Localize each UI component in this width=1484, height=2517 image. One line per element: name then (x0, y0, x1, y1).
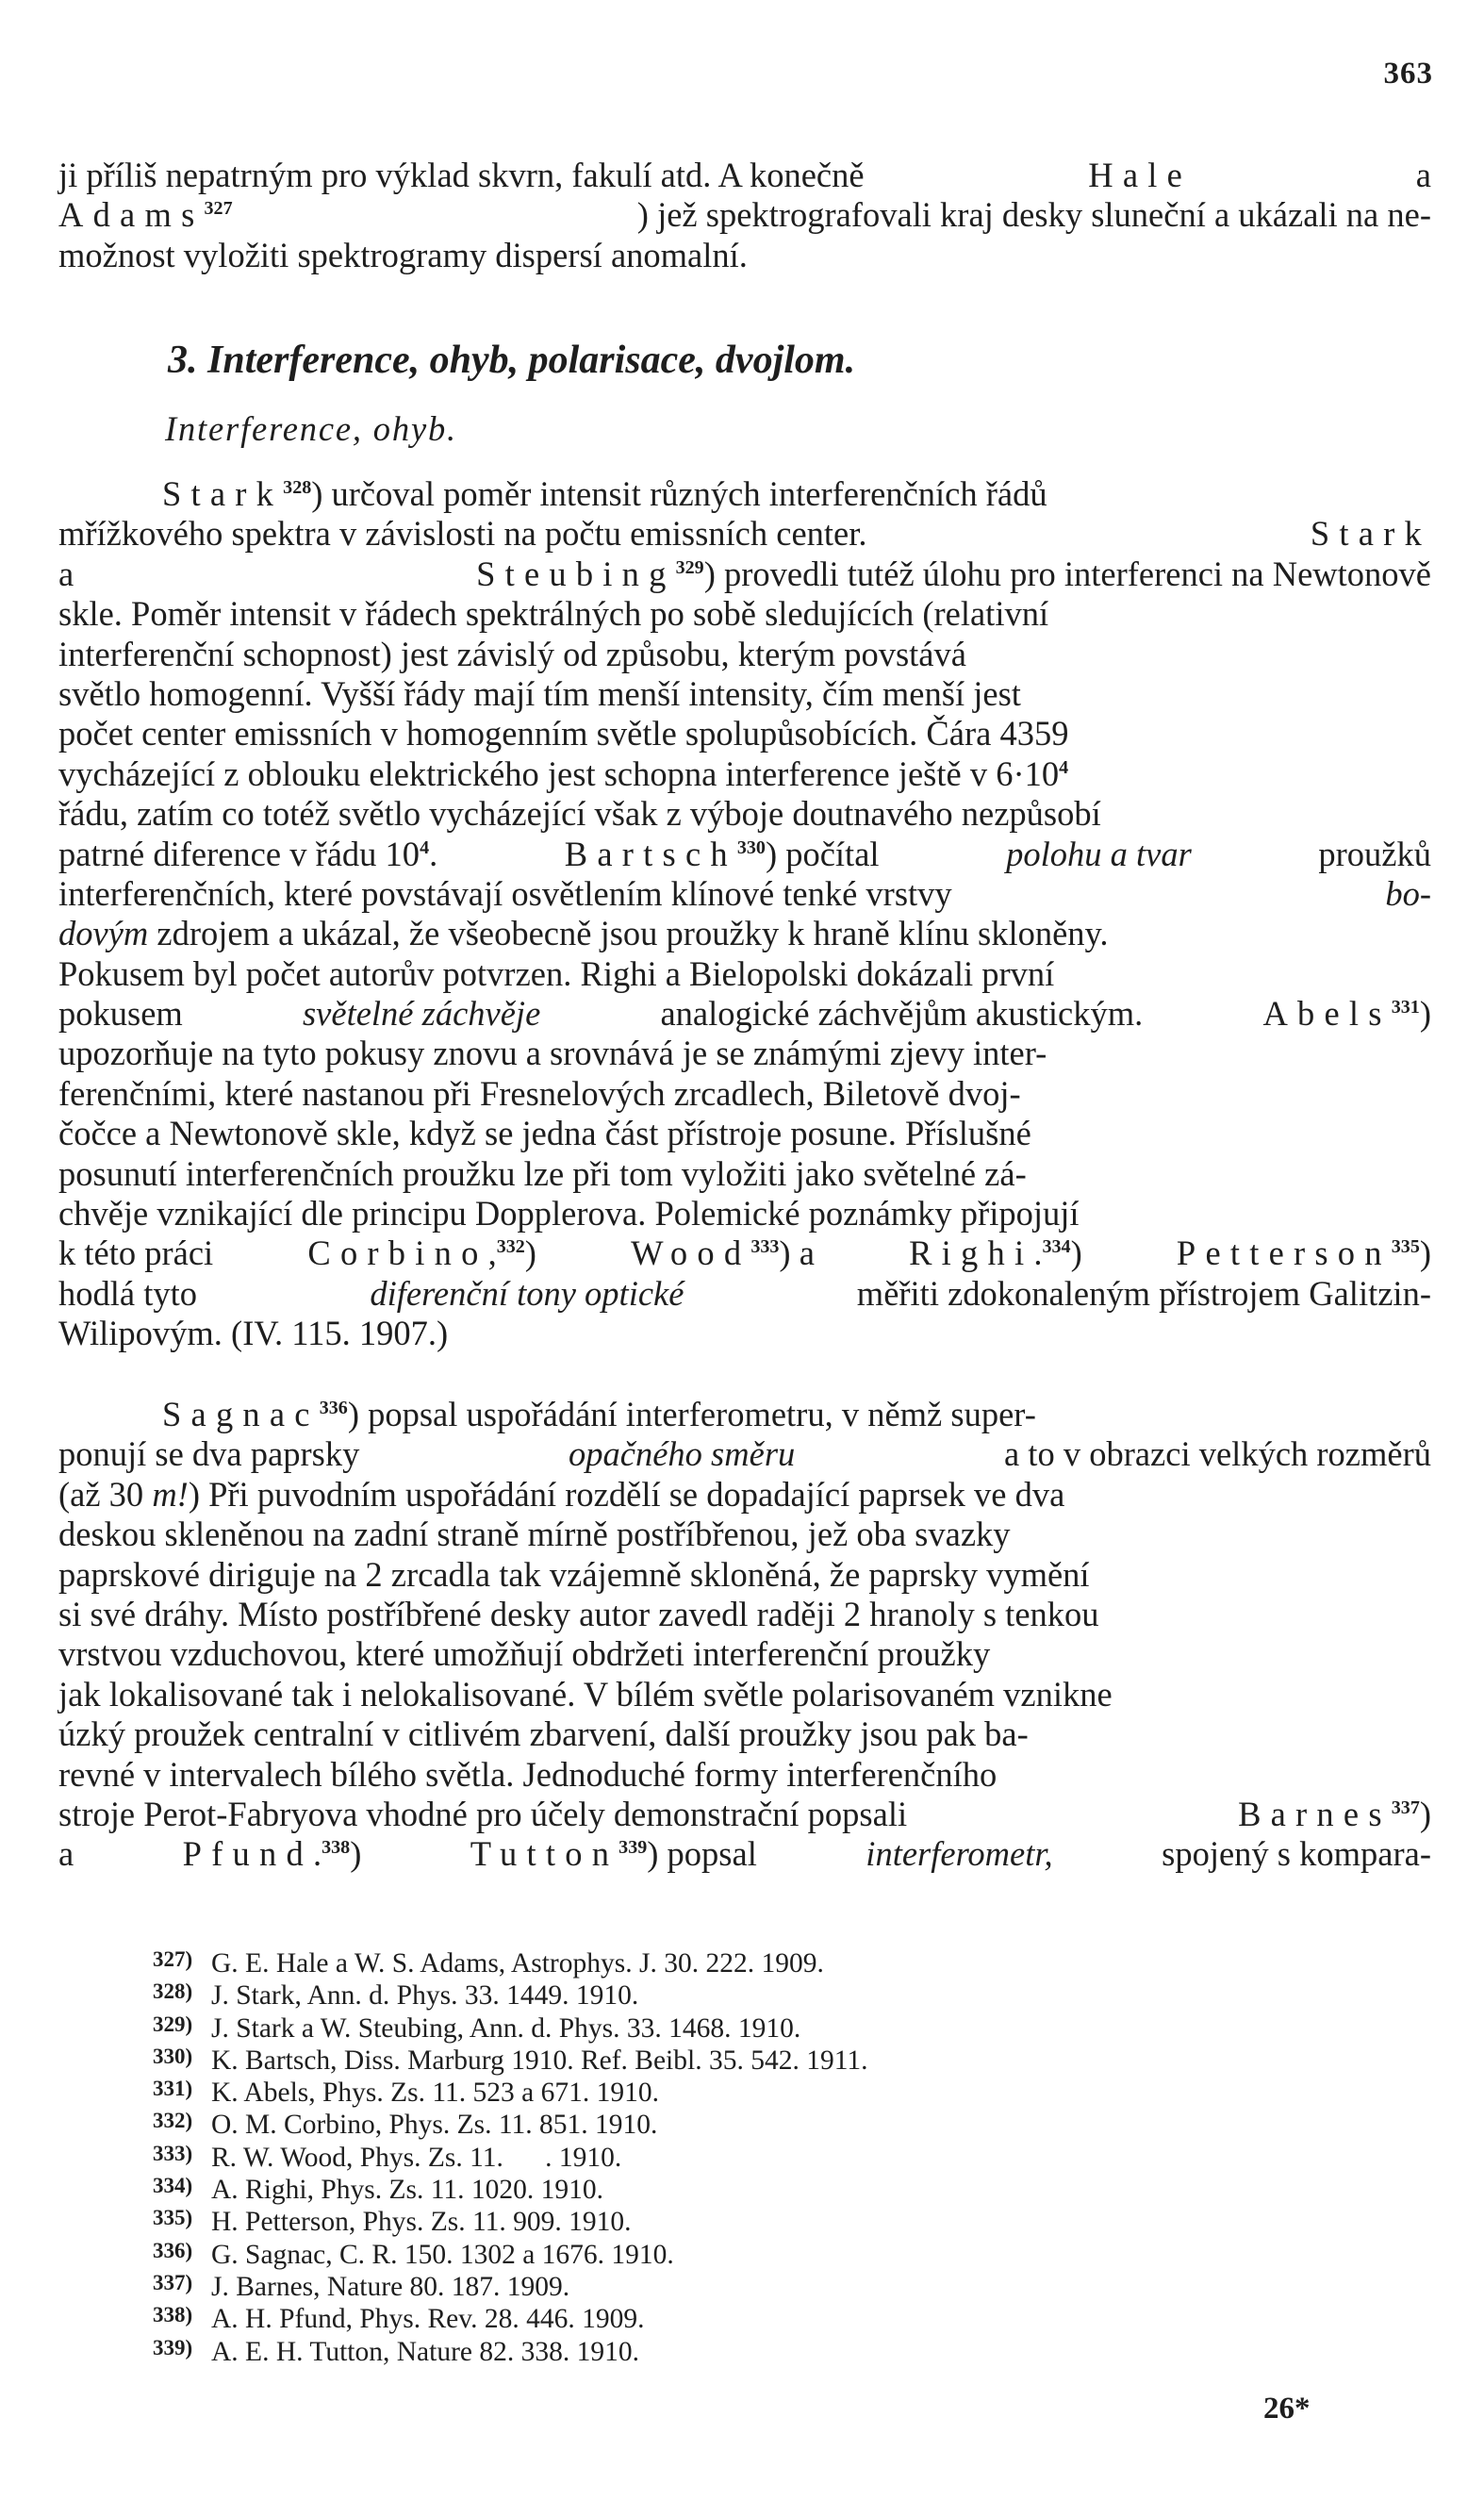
text-line: vycházející z oblouku elektrického jest schopna interference ještě v $6\cdot 10^4$ (58, 753, 1069, 793)
text-line: možnost vyložiti spektrogramy dispersí anomalní. (58, 235, 748, 274)
text-line: vrstvou vzduchovou, které umožňují obdržeti interferenční proužky (58, 1634, 991, 1674)
text-line: jak lokalisované tak i nelokalisované. V bílém světle polarisovaném vznikne (58, 1674, 1113, 1714)
footnote: 336) G. Sagnac, C. R. 150. 1302 a 1676. 1910. (153, 2237, 674, 2270)
footnote: 338) A. H. Pfund, Phys. Rev. 28. 446. 1909. (153, 2302, 645, 2335)
section-heading: 3. Interference, ohyb, polarisace, dvojlom. (168, 339, 856, 382)
text-line: patrné diference v řádu $10^4$. Bartsch$^{330}$) počítal polohu a tvar proužků (58, 834, 1431, 873)
text-line: upozorňuje na tyto pokusy znovu a srovnává je se známými zjevy inter- (58, 1034, 1047, 1073)
footnote: 330) K. Bartsch, Diss. Marburg 1910. Ref. Beibl. 35. 542. 1911. (153, 2043, 868, 2076)
text-line: skle. Poměr intensit v řádech spektrálných po sobě sledujících (relativní (58, 594, 1049, 634)
text-line: Wilipovým. (IV. 115. 1907.) (58, 1314, 449, 1353)
footnote: 334) A. Righi, Phys. Zs. 11. 1020. 1910. (153, 2173, 604, 2206)
footnote: 327) G. E. Hale a W. S. Adams, Astrophys. J. 30. 222. 1909. (153, 1946, 824, 1979)
footnote: 333) R. W. Wood, Phys. Zs. 11. . 1910. (153, 2140, 622, 2173)
text-line: interferenční schopnost) jest závislý od způsobu, kterým povstává (58, 634, 966, 673)
text-line: Sagnac$^{336}$) popsal uspořádání interferometru, v němž super- (162, 1395, 1036, 1433)
text-line: Stark$^{328}$) určoval poměr intensit různých interferenčních řádů (162, 474, 1047, 513)
text-line: si své dráhy. Místo postříbřené desky autor zavedl raději 2 hranoly s tenkou (58, 1594, 1099, 1633)
signature-mark: 26* (1263, 2392, 1311, 2426)
text-line: revné v intervalech bílého světla. Jednoduché formy interferenčního (58, 1754, 998, 1794)
text-line: čočce a Newtonově skle, když se jedna část přístroje posune. Příslušné (58, 1114, 1031, 1153)
text-line: paprskové diriguje na 2 zrcadla tak vzájemně skloněná, že paprsky vymění (58, 1554, 1090, 1594)
text-line: mřížkového spektra v závislosti na počtu emissních center. Stark (58, 514, 1431, 554)
sagnac-paragraph (58, 1395, 1431, 1875)
text-line: ji příliš nepatrným pro výklad skvrn, fakulí atd. A konečně Hale a (58, 156, 1431, 194)
text-line: počet center emissních v homogenním světle spolupůsobících. Čára 4359 (58, 714, 1069, 753)
text-line: ferenčními, které nastanou při Fresnelových zrcadlech, Biletově dvoj- (58, 1073, 1021, 1113)
text-line: Adams$^{327}$ ) jež spektrografovali kraj desky sluneční a ukázali na ne- (58, 195, 1431, 235)
text-line: pokusem světelné záchvěje analogické záchvějům akustickým. Abels$^{331}$) (58, 994, 1431, 1034)
text-line: Pokusem byl počet autorův potvrzen. Righi a Bielopolski dokázali první (58, 953, 1055, 993)
text-line: stroje Perot-Fabryova vhodné pro účely demonstrační popsali Barnes$^{337}$) (58, 1794, 1431, 1833)
text-line: deskou skleněnou na zadní straně mírně postříbřenou, jež oba svazky (58, 1515, 1011, 1554)
text-line: posunutí interferenčních proužku lze při tom vyložiti jako světelné zá- (58, 1153, 1027, 1193)
footnote: 339) A. E. H. Tutton, Nature 82. 338. 1910. (153, 2334, 639, 2367)
text-line: (až 30 m!) Při puvodním uspořádání rozdělí se dopadající paprsek ve dva (58, 1474, 1065, 1514)
text-line: k této práci Corbino,$^{332}$) Wood$^{333}$) a Righi.$^{334}$) Petterson$^{335}$) (58, 1234, 1431, 1273)
footnotes (153, 1943, 1322, 2367)
footnote: 331) K. Abels, Phys. Zs. 11. 523 a 671. 1910. (153, 2076, 660, 2109)
opening-paragraph (58, 156, 1431, 275)
footnote: 335) H. Petterson, Phys. Zs. 11. 909. 1910. (153, 2205, 632, 2238)
interference-paragraph (58, 474, 1431, 1354)
footnote: 329) J. Stark a W. Steubing, Ann. d. Phys. 33. 1468. 1910. (153, 2011, 801, 2044)
section-subheading: Interference, ohyb. (165, 409, 457, 448)
footnote: 337) J. Barnes, Nature 80. 187. 1909. (153, 2269, 570, 2302)
text-line: úzký proužek centralní v citlivém zbarvení, další proužky jsou pak ba- (58, 1714, 1029, 1754)
text-line: světlo homogenní. Vyšší řády mají tím menší intensity, čím menší jest (58, 673, 1021, 713)
footnote: 332) O. M. Corbino, Phys. Zs. 11. 851. 1910. (153, 2108, 658, 2141)
text-line: a Pfund.$^{338}$) Tutton$^{339}$) popsal interferometr, spojený s kompara- (58, 1834, 1431, 1874)
text-line: chvěje vznikající dle principu Dopplerova. Polemické poznámky připojují (58, 1194, 1080, 1234)
text-line: ponují se dva paprsky opačného směru a to v obrazci velkých rozměrů (58, 1434, 1431, 1474)
text-line: hodlá tyto diferenční tony optické měřiti zdokonaleným přístrojem Galitzin- (58, 1273, 1431, 1313)
text-line: a Steubing$^{329}$) provedli tutéž úlohu pro interferenci na Newtonově (58, 554, 1431, 593)
text-line: dovým zdrojem a ukázal, že všeobecně jsou proužky k hraně klínu skloněny. (58, 914, 1109, 953)
text-line: interferenčních, které povstávají osvětlením klínové tenké vrstvy bo- (58, 873, 1431, 913)
page-number: 363 (1383, 57, 1433, 91)
footnote: 328) J. Stark, Ann. d. Phys. 33. 1449. 1910. (153, 1979, 639, 2012)
text-line: řádu, zatím co totéž světlo vycházející však z výboje doutnavého nezpůsobí (58, 794, 1101, 834)
